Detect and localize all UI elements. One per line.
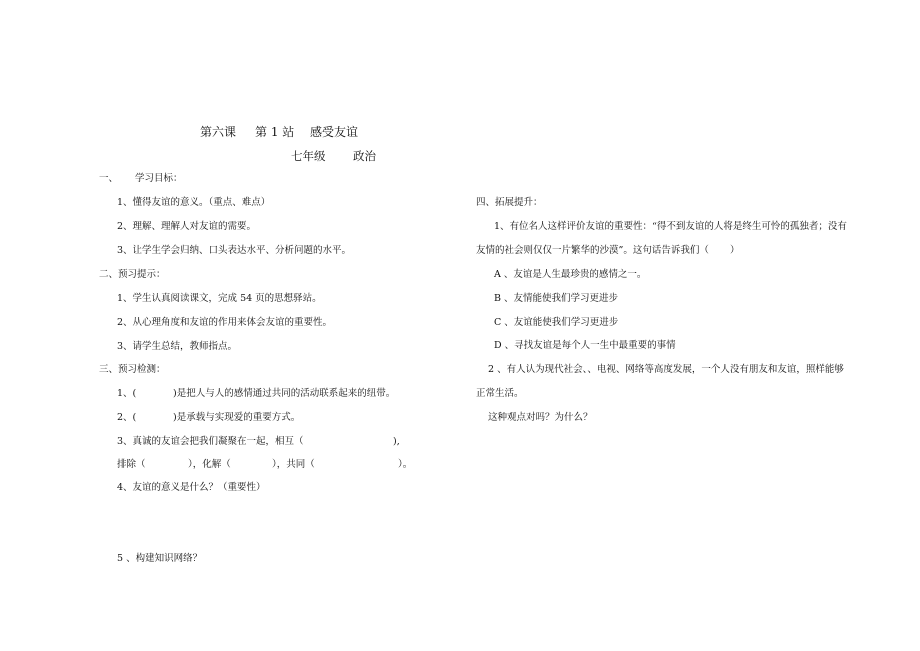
option-b: B 、友情能使我们学习更进步 xyxy=(494,293,619,304)
problem-2-question: 这种观点对吗？为什么？ xyxy=(488,412,593,423)
section-3-title: 三、预习检测： xyxy=(99,364,166,375)
question-3-blank-together: ），共同（ xyxy=(272,459,315,470)
question-2-start: 2、( xyxy=(117,412,137,423)
option-c: C 、友谊能使我们学习更进步 xyxy=(494,317,619,328)
problem-1-line-2: 友情的社会则仅仅一片繁华的沙漠”。这句话告诉我们（ xyxy=(476,245,709,256)
section-1-title: 学习目标： xyxy=(135,173,183,184)
goal-3: 3、让学生学会归纳、口头表达水平、分析问题的水平。 xyxy=(117,245,352,256)
question-4: 4、友谊的意义是什么？（重要性） xyxy=(117,482,266,493)
lesson-topic: 感受友谊 xyxy=(310,125,359,139)
section-1-number: 一、 xyxy=(99,173,119,184)
subject-label: 政治 xyxy=(353,149,376,163)
section-2-title: 二、预习提示： xyxy=(99,269,166,280)
problem-2-line-2: 正常生活。 xyxy=(476,388,524,399)
question-1-end: )是把人与人的感情通过共同的活动联系起来的纽带。 xyxy=(173,388,396,399)
question-3-blank-exclude: 排除（ xyxy=(117,459,146,470)
station-label: 第 1 站 xyxy=(255,125,295,139)
goal-2: 2、理解、理解人对友谊的需要。 xyxy=(117,221,257,232)
lesson-number: 第六课 xyxy=(200,125,237,139)
question-5: 5 、构建知识网络？ xyxy=(117,553,203,564)
goal-1: 1、懂得友谊的意义。（重点、难点） xyxy=(117,197,271,208)
tip-2: 2、从心理角度和友谊的作用来体会友谊的重要性。 xyxy=(117,317,333,328)
question-3-blank-close: ）。 xyxy=(398,459,413,470)
question-3-start: 3、真诚的友谊会把我们凝聚在一起，相互（ xyxy=(117,436,304,447)
question-2-end: )是承载与实现爱的重要方式。 xyxy=(173,412,301,423)
problem-1-line-1: 1、有位名人这样评价友谊的重要性：“得不到友谊的人将是终生可怜的孤独者；没有 xyxy=(494,221,847,232)
grade-label: 七年级 xyxy=(291,149,326,163)
question-3-blank-resolve: ），化解（ xyxy=(188,459,231,470)
tip-1: 1、学生认真阅读课文，完成 54 页的思想驿站。 xyxy=(117,293,322,304)
section-4-title: 四、拓展提升： xyxy=(476,197,543,208)
problem-2-line-1: 2 、有人认为现代社会、、电视、网络等高度发展，一个人没有朋友和友谊，照样能够 xyxy=(488,364,844,375)
question-1-start: 1、( xyxy=(117,388,137,399)
tip-3: 3、请学生总结，教师指点。 xyxy=(117,341,238,352)
problem-1-paren-close: ） xyxy=(730,245,740,256)
question-3-end: ), xyxy=(393,436,400,447)
option-a: A 、友谊是人生最珍贵的感情之一。 xyxy=(494,269,647,280)
option-d: D 、寻找友谊是每个人一生中最重要的事情 xyxy=(494,340,676,351)
